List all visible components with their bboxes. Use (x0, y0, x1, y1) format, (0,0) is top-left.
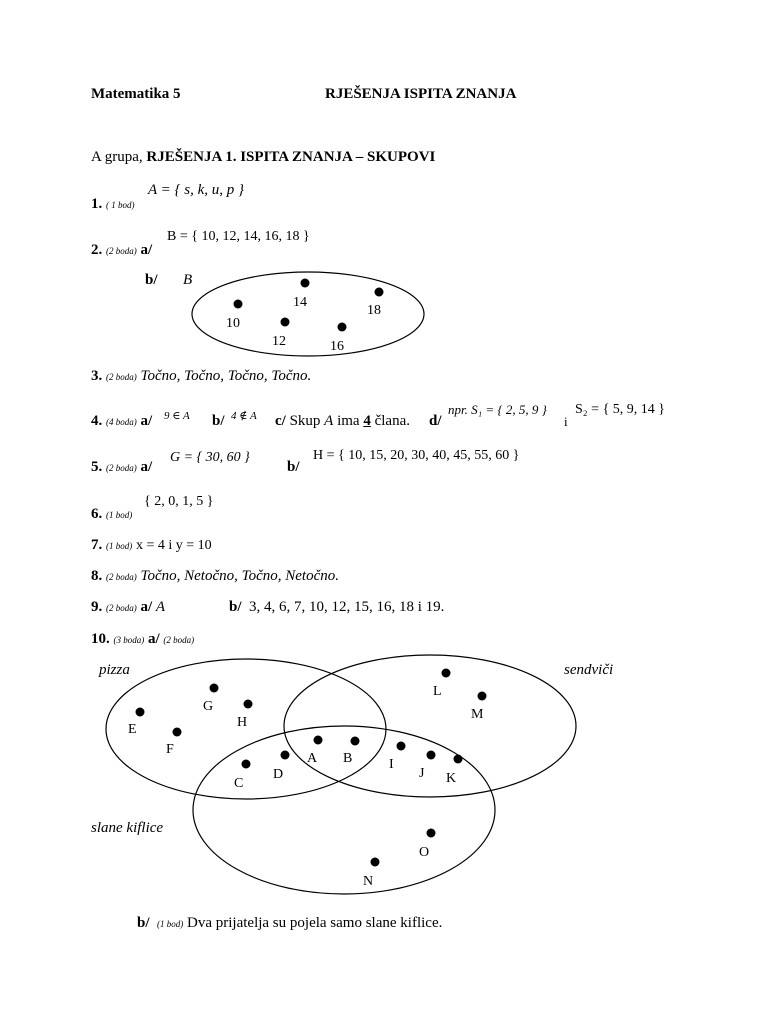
q10-part-b-points: (1 bod) (157, 919, 184, 929)
q2-part-b: b/ (145, 272, 158, 288)
q4-answer-a: 9 ∈ A (164, 410, 190, 422)
q4-d-and: i (564, 414, 568, 429)
q4-c-set: A (324, 413, 334, 429)
q3-answer: Točno, Točno, Točno, Točno. (140, 368, 312, 384)
q1-points: ( 1 bod) (106, 200, 135, 210)
q4-answer-b: 4 ∉ A (231, 410, 257, 422)
point-i-label: I (389, 757, 394, 772)
point-l-dot (442, 669, 451, 678)
point-b-dot (351, 737, 360, 746)
q9-part-a: a/ (140, 599, 153, 615)
q2-answer-a: B = { 10, 12, 14, 16, 18 } (167, 229, 310, 244)
q10-part-a: a/ (148, 631, 160, 647)
q9-part-b: b/ (229, 599, 242, 615)
q3-number: 3. (91, 368, 103, 384)
q3-points: (2 boda) (106, 372, 137, 382)
point-f-label: F (166, 742, 174, 757)
point-l-label: L (433, 684, 442, 699)
q2-part-a: a/ (140, 242, 153, 258)
q5-part-b: b/ (287, 459, 300, 475)
q4-c-pre: Skup (289, 413, 325, 429)
q4-c-post: člana. (370, 413, 410, 429)
q9-points: (2 boda) (106, 603, 137, 613)
q10-number: 10. (91, 631, 110, 647)
q4-part-c: c/ (275, 413, 286, 429)
q10-answer-b: Dva prijatelja su pojela samo slane kiflice. (187, 915, 443, 931)
point-j-dot (427, 751, 436, 760)
q9-answer-b: 3, 4, 6, 7, 10, 12, 15, 16, 18 i 19. (249, 599, 445, 615)
point-f-dot (173, 728, 182, 737)
q7-points: (1 bod) (106, 541, 133, 551)
point-h-dot (244, 700, 253, 709)
point-b-label: B (343, 751, 353, 766)
point-18-label: 18 (367, 303, 381, 318)
set-label-pizza: pizza (99, 662, 130, 678)
point-m-label: M (471, 707, 484, 722)
point-h-label: H (237, 715, 248, 730)
header-title: RJEŠENJA ISPITA ZNANJA (325, 86, 517, 102)
q2-points: (2 boda) (106, 246, 137, 256)
q5-answer-b: H = { 10, 15, 20, 30, 40, 45, 55, 60 } (313, 448, 520, 463)
point-16-label: 16 (330, 339, 344, 354)
point-d-dot (281, 751, 290, 760)
set-label-kiflice: slane kiflice (91, 820, 164, 836)
point-a-label: A (307, 751, 318, 766)
q4-part-b: b/ (212, 413, 225, 429)
q6-points: (1 bod) (106, 510, 133, 520)
point-k-label: K (446, 771, 457, 786)
q8-number: 8. (91, 568, 103, 584)
q4-points: (4 boda) (106, 417, 137, 427)
q8-answer: Točno, Netočno, Točno, Netočno. (140, 568, 339, 584)
set-label-sendvici: sendviči (564, 662, 614, 678)
q5-part-a: a/ (140, 459, 153, 475)
q4-number: 4. (91, 413, 103, 429)
point-e-dot (136, 708, 145, 717)
point-o-dot (427, 829, 436, 838)
point-10-label: 10 (226, 316, 240, 331)
q5-number: 5. (91, 459, 103, 475)
point-g-label: G (203, 699, 214, 714)
q8-points: (2 boda) (106, 572, 137, 582)
point-i-dot (397, 742, 406, 751)
q10-points: (3 boda) (113, 635, 145, 645)
point-n-label: N (363, 874, 374, 889)
q5-points: (2 boda) (106, 463, 137, 473)
q1-answer: A = { s, k, u, p } (148, 182, 245, 198)
section-heading: RJEŠENJA 1. ISPITA ZNANJA – SKUPOVI (146, 149, 436, 165)
q4-c-number: 4 (363, 413, 371, 429)
point-m-dot (478, 692, 487, 701)
q10-part-b: b/ (137, 915, 150, 931)
q7-number: 7. (91, 537, 103, 553)
point-o-label: O (419, 845, 430, 860)
q9-number: 9. (91, 599, 103, 615)
point-e-label: E (128, 722, 137, 737)
q6-number: 6. (91, 506, 103, 522)
q4-part-d: d/ (429, 413, 442, 429)
q4-answer-d1: npr. S₁ = { 2, 5, 9 } (448, 402, 547, 417)
section-prefix: A grupa, (91, 149, 147, 165)
point-g-dot (210, 684, 219, 693)
point-j-label: J (419, 766, 425, 781)
point-12-label: 12 (272, 334, 286, 349)
q4-answer-d2: S₂ = { 5, 9, 14 } (575, 402, 666, 417)
point-k-dot (454, 755, 463, 764)
q1-number: 1. (91, 196, 103, 212)
q4-part-a: a/ (140, 413, 153, 429)
q2-number: 2. (91, 242, 103, 258)
q6-answer: { 2, 0, 1, 5 } (144, 494, 214, 509)
q4-c-mid: ima (333, 413, 364, 429)
q5-answer-a: G = { 30, 60 } (170, 450, 250, 465)
q9-answer-a: A (155, 599, 166, 615)
point-d-label: D (273, 767, 284, 782)
point-a-dot (314, 736, 323, 745)
point-c-dot (242, 760, 251, 769)
q10-part-b-line (137, 915, 442, 932)
q10-part-a-points: (2 boda) (163, 635, 195, 645)
point-c-label: C (234, 776, 244, 791)
q2-set-label: B (183, 272, 193, 288)
header-subject: Matematika 5 (91, 86, 181, 102)
point-14-label: 14 (293, 295, 307, 310)
q7-answer: x = 4 i y = 10 (136, 538, 212, 553)
point-n-dot (371, 858, 380, 867)
